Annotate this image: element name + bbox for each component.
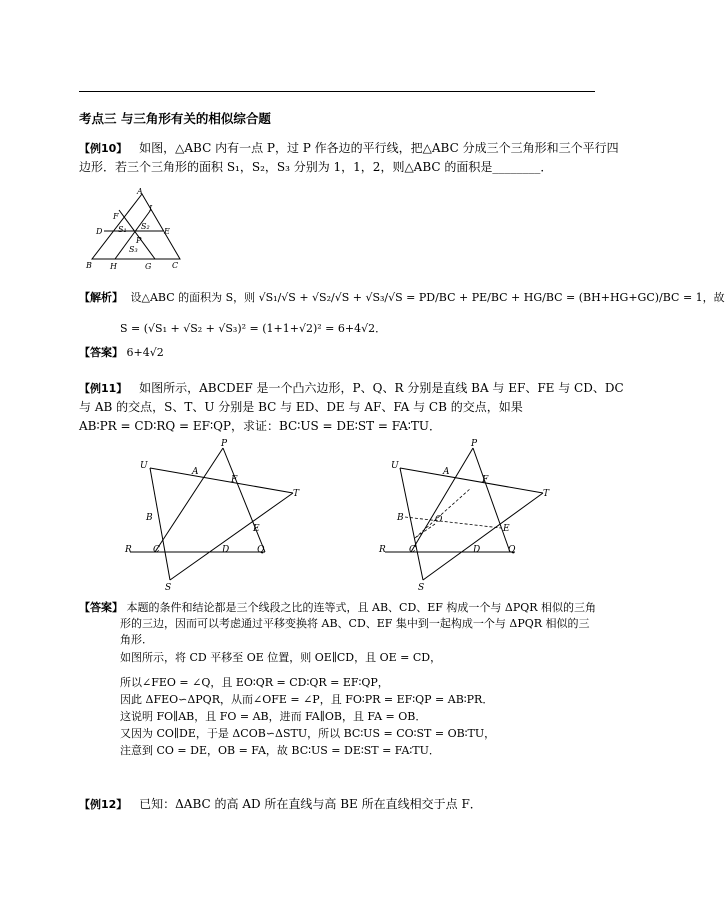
label-P: P <box>136 236 142 245</box>
ex12-tag: 【例12】 <box>79 798 128 811</box>
f1-label-S: S <box>165 583 172 593</box>
ex11-answer-text-6: 这说明 FO∥AB，且 FO = AB，进而 FA∥OB，且 FA = OB． <box>120 710 427 723</box>
label-G: G <box>145 262 152 271</box>
ex11-figure-1 <box>125 440 305 595</box>
label-H: H <box>110 262 117 271</box>
f2-label-C: C <box>409 545 416 555</box>
ex10-analysis-text-1: 设△ABC 的面积为 S，则 √S₁/√S + √S₂/√S + √S₃/√S = PD/BC + PE/BC + HG/BC = (BH+HG+GC)/BC = 1，故 <box>130 291 725 304</box>
ex11-line1 <box>79 381 624 396</box>
f1-label-C: C <box>153 545 160 555</box>
ex10-tag: 【例10】 <box>79 142 128 155</box>
label-E: E <box>164 227 170 236</box>
ex10-triangle-figure <box>84 186 184 272</box>
ex10-analysis-line2: S = (√S₁ + √S₂ + √S₃)² = (1+1+√2)² = 6+4√2． <box>120 322 387 335</box>
f1-label-P: P <box>221 439 228 449</box>
ex10-line2: 边形．若三个三角形的面积 S₁，S₂，S₃ 分别为 1，1，2，则△ABC 的面积是________． <box>79 160 553 174</box>
ex11-answer-text-8: 注意到 CO = DE，OB = FA，故 BC∶US = DE∶ST = FA∶TU． <box>120 744 440 757</box>
ex11-figure-2 <box>375 440 555 595</box>
f2-label-T: T <box>543 489 550 499</box>
f1-label-F: F <box>231 475 238 485</box>
ex11-answer-text-5: 因此 ΔFEO∽ΔPQR，从而∠OFE = ∠P，且 FO∶PR = EF∶QP = AB∶PR． <box>120 693 494 706</box>
ex10-analysis-tag: 【解析】 <box>79 291 123 304</box>
f2-label-B: B <box>397 513 404 523</box>
ex12-text-1: 已知：ΔABC 的高 AD 所在直线与高 BE 所在直线相交于点 F． <box>139 797 482 811</box>
f2-label-P: P <box>471 439 478 449</box>
f1-label-T: T <box>293 489 300 499</box>
ex11-answer-text-3: 如图所示，将 CD 平移至 OE 位置，则 OE∥CD，且 OE = CD， <box>120 651 442 664</box>
ex11-line2: 与 AB 的交点，S、T、U 分别是 BC 与 ED、DE 与 AF、FA 与 CB 的交点，如果 <box>79 400 523 414</box>
ex10-line1 <box>79 141 619 156</box>
ex11-answer-text-2: 角形． <box>120 633 153 646</box>
f1-label-D: D <box>222 545 230 555</box>
ex10-answer-value: 6+4√2 <box>126 346 164 359</box>
f2-label-Q: Q <box>508 545 516 555</box>
ex11-line3: AB∶PR = CD∶RQ = EF∶QP，求证：BC∶US = DE∶ST = FA∶TU． <box>79 419 441 433</box>
label-F: F <box>113 212 119 221</box>
header-rule <box>79 91 595 92</box>
ex10-answer <box>79 346 164 360</box>
ex11-tag: 【例11】 <box>79 382 128 395</box>
ex11-answer-text-7: 又因为 CO∥DE，于是 ΔCOB∽ΔSTU，所以 BC∶US = CO∶ST = OB∶TU， <box>120 727 496 740</box>
ex11-answer-text-0: 本题的条件和结论都是三个线段之比的连等式，且 AB、CD、EF 构成一个与 ΔPQR 相似的三角 <box>126 601 597 614</box>
f2-label-F: F <box>482 475 489 485</box>
f2-label-R: R <box>379 545 386 555</box>
ex11-text-1: 如图所示，ABCDEF 是一个凸六边形，P、Q、R 分别是直线 BA 与 EF、FE 与 CD、DC <box>139 381 624 395</box>
f2-label-E: E <box>503 524 510 534</box>
f1-label-Q: Q <box>257 545 265 555</box>
label-S2: S₂ <box>141 222 150 231</box>
ex10-text-1: 如图，△ABC 内有一点 P，过 P 作各边的平行线，把△ABC 分成三个三角形和三个平行四 <box>139 141 619 155</box>
label-S1: S₁ <box>118 225 127 234</box>
f1-label-A: A <box>192 467 199 477</box>
f2-label-O: O <box>435 515 443 525</box>
label-B: B <box>86 261 92 270</box>
f2-label-A: A <box>443 467 450 477</box>
label-S3: S₃ <box>129 245 138 254</box>
f1-label-U: U <box>140 461 148 471</box>
ex11-answer-text-4: 所以∠FEO = ∠Q，且 EO∶QR = CD∶QR = EF∶QP， <box>120 676 389 689</box>
ex12-line1 <box>79 797 482 812</box>
label-I: I <box>149 204 153 213</box>
ex11-answer-text-1: 形的三边，因而可以考虑通过平移变换将 AB、CD、EF 集中到一起构成一个与 ΔPQR 相似的三 <box>120 617 590 630</box>
ex10-answer-tag: 【答案】 <box>79 346 123 359</box>
ex11-answer-tag: 【答案】 <box>79 601 123 614</box>
f1-label-B: B <box>146 513 153 523</box>
f2-label-S: S <box>418 583 425 593</box>
label-D: D <box>96 227 103 236</box>
f2-label-D: D <box>473 545 481 555</box>
ex10-analysis-line1 <box>79 291 725 305</box>
section-heading: 考点三 与三角形有关的相似综合题 <box>79 111 271 126</box>
f1-label-E: E <box>253 524 260 534</box>
label-C: C <box>172 261 179 270</box>
ex11-answer-line1 <box>79 601 596 615</box>
f1-label-R: R <box>125 545 132 555</box>
label-A: A <box>137 187 143 196</box>
f2-label-U: U <box>391 461 399 471</box>
